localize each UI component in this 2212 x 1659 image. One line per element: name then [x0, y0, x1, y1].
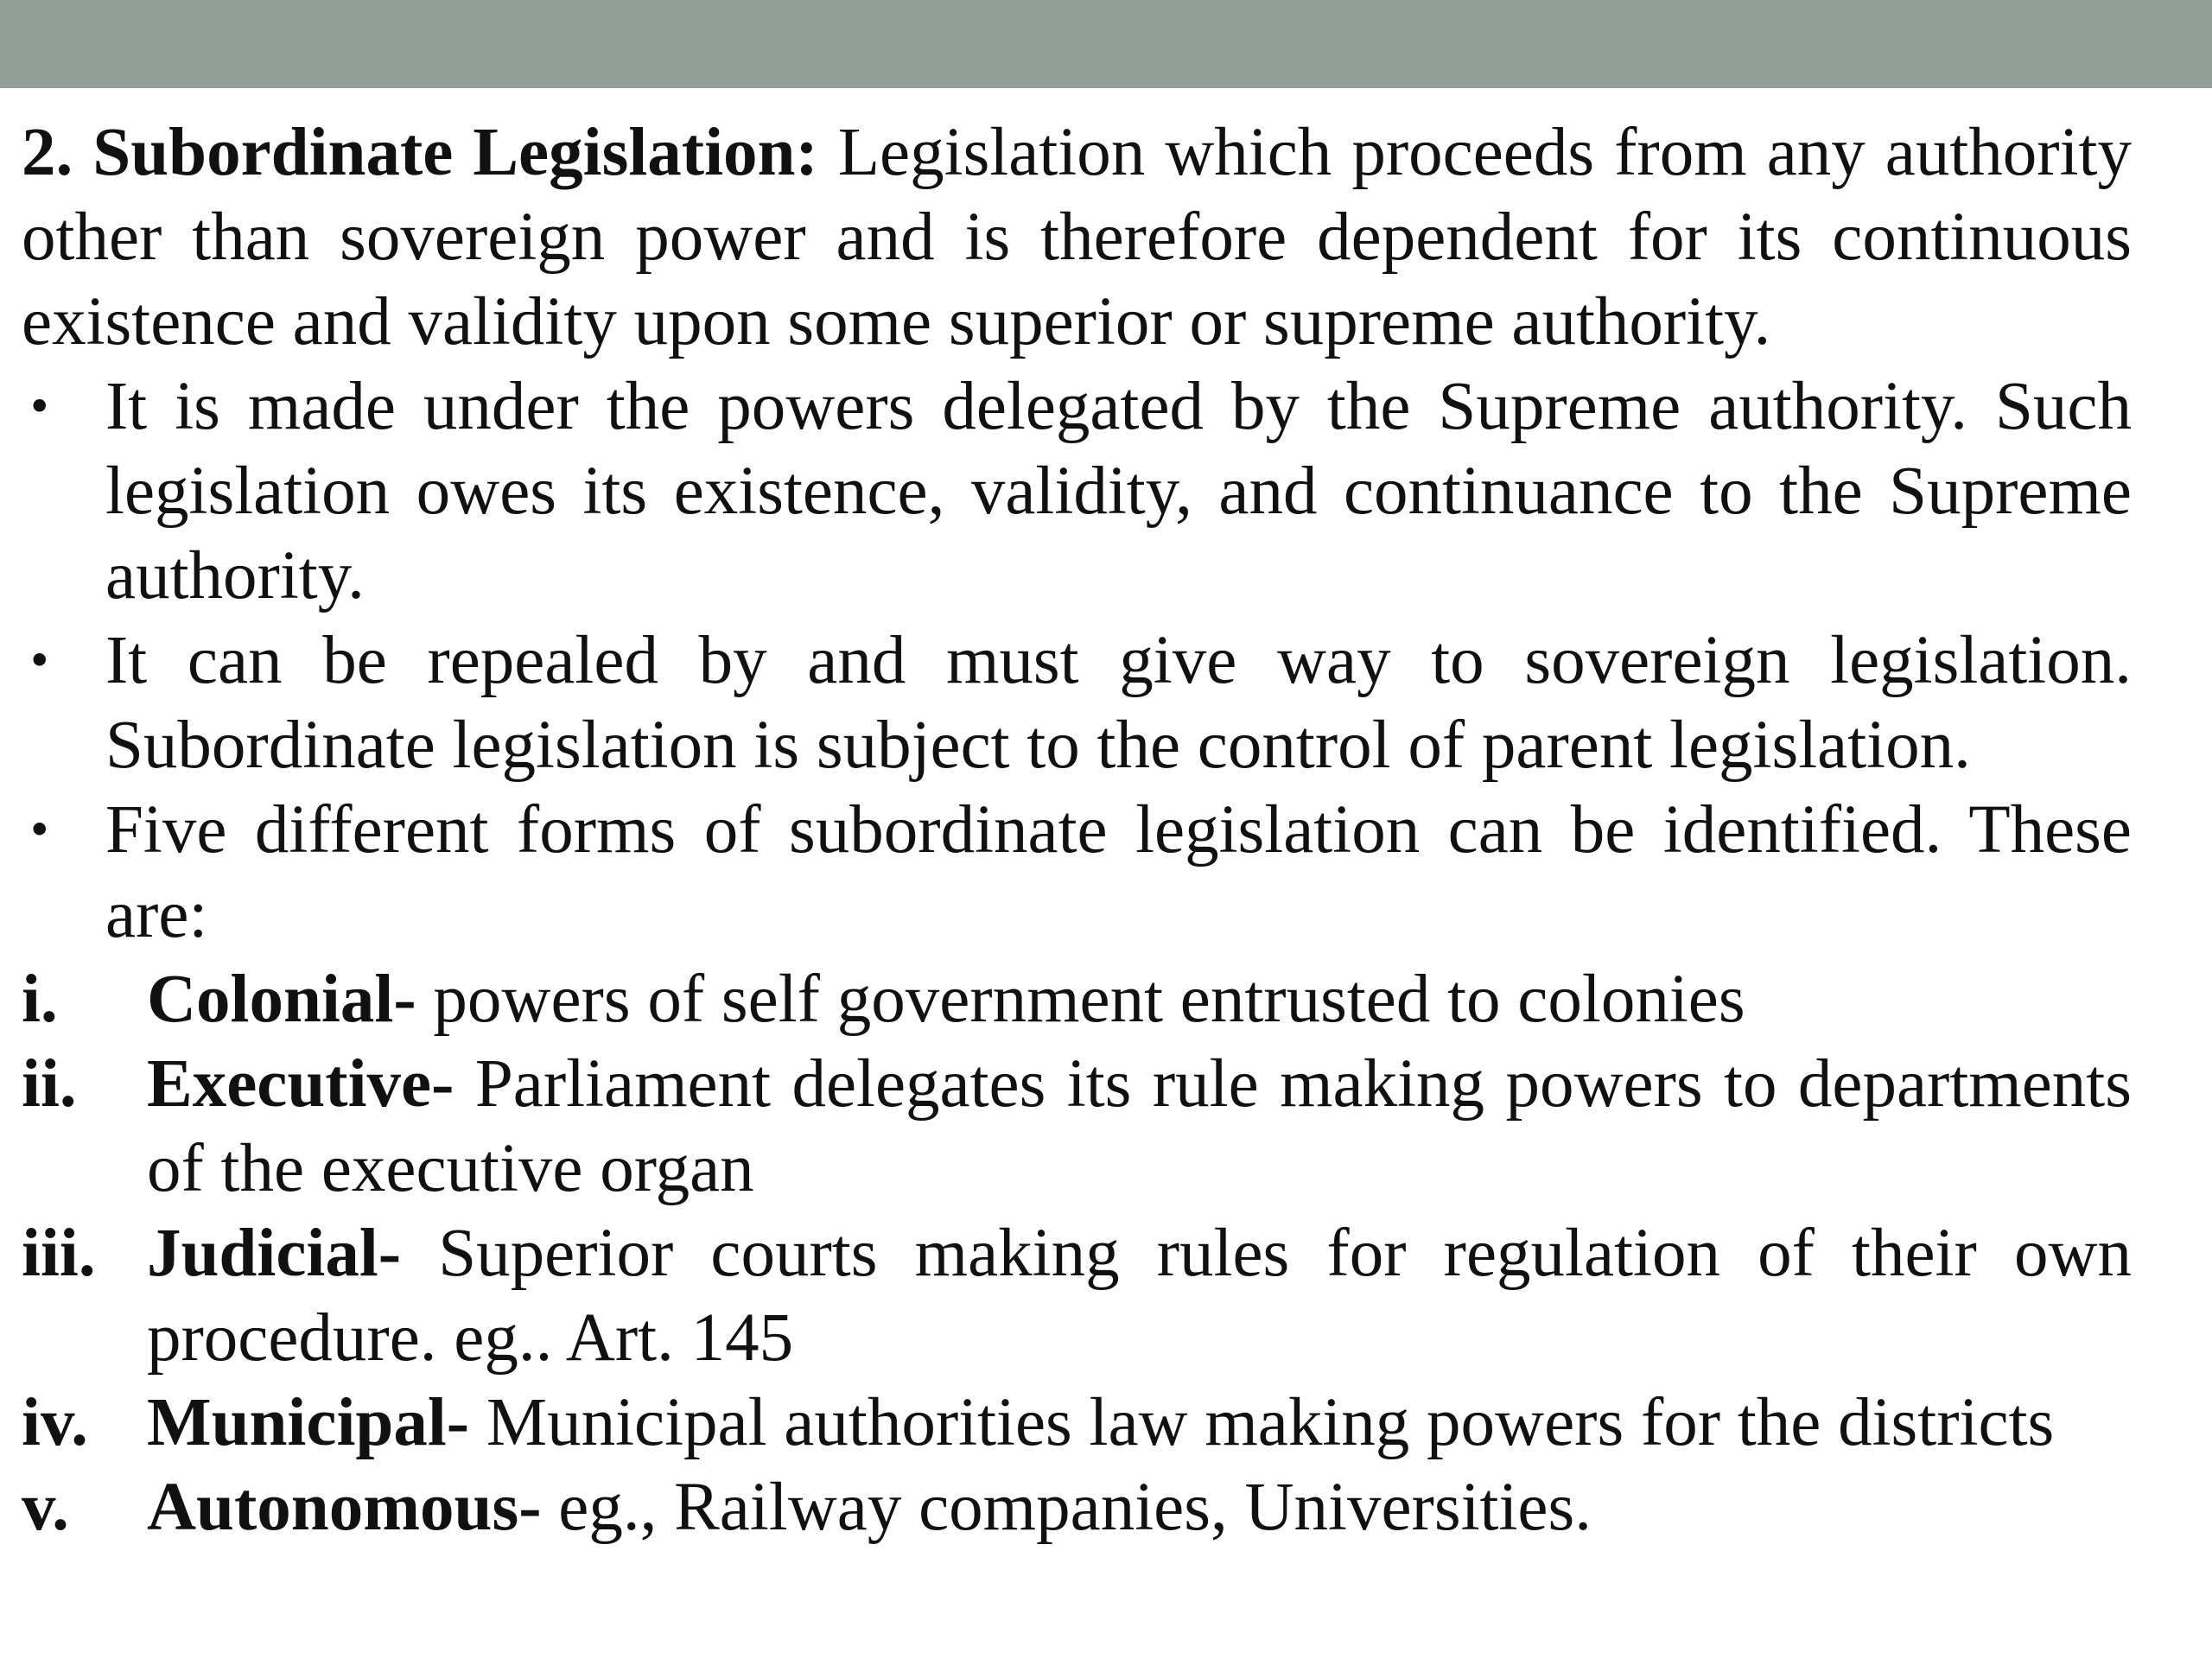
form-number: ii. — [22, 1046, 77, 1122]
form-item-autonomous — [22, 1465, 2132, 1550]
bullet-text: It can be repealed by and must give way to sovereign legislation. Subordinate legislation is subject to the control of parent legislation. — [105, 623, 2132, 783]
bullet-icon: • — [27, 805, 53, 855]
section-heading: 2. Subordinate Legislation: — [22, 115, 818, 190]
form-number: iv. — [22, 1385, 88, 1460]
bullet-icon: • — [27, 636, 53, 686]
form-name: Municipal- — [147, 1385, 470, 1460]
definition-text: Legislation which proceeds from any authority other than sovereign power and is therefore dependent for its continuous existence and validity upon some superior or supreme authority. — [22, 115, 2132, 359]
definition-paragraph — [22, 111, 2132, 365]
form-number: v. — [22, 1470, 69, 1545]
form-name: Autonomous- — [147, 1470, 542, 1545]
form-number: iii. — [22, 1216, 96, 1291]
form-description: eg., Railway companies, Universities. — [558, 1470, 1592, 1545]
form-description: Parliament delegates its rule making powers to departments of the executive organ — [147, 1046, 2132, 1206]
slide-content — [22, 111, 2132, 1550]
bullet-list — [22, 365, 2132, 957]
form-name: Judicial- — [147, 1216, 402, 1291]
bullet-item — [22, 619, 2132, 788]
form-number: i. — [22, 962, 58, 1037]
form-item-judicial — [22, 1211, 2132, 1381]
bullet-item — [22, 788, 2132, 957]
bullet-item — [22, 365, 2132, 619]
form-description: Superior courts making rules for regulation of their own procedure. eg.. Art. 145 — [147, 1216, 2132, 1376]
form-item-municipal — [22, 1381, 2132, 1465]
bullet-text: It is made under the powers delegated by the Supreme authority. Such legislation owes its existence, validity, and continuance to the Supreme authority. — [105, 369, 2132, 613]
form-description: Municipal authorities law making powers for the districts — [486, 1385, 2055, 1460]
bullet-text: Five different forms of subordinate legislation can be identified. These are: — [105, 792, 2132, 952]
form-item-colonial — [22, 957, 2132, 1042]
form-name: Colonial- — [147, 962, 416, 1037]
form-description: powers of self government entrusted to colonies — [433, 962, 1745, 1037]
slide-header-bar — [0, 0, 2212, 88]
bullet-icon: • — [27, 382, 53, 432]
form-name: Executive- — [147, 1046, 454, 1122]
forms-list — [22, 957, 2132, 1550]
form-item-executive — [22, 1042, 2132, 1211]
